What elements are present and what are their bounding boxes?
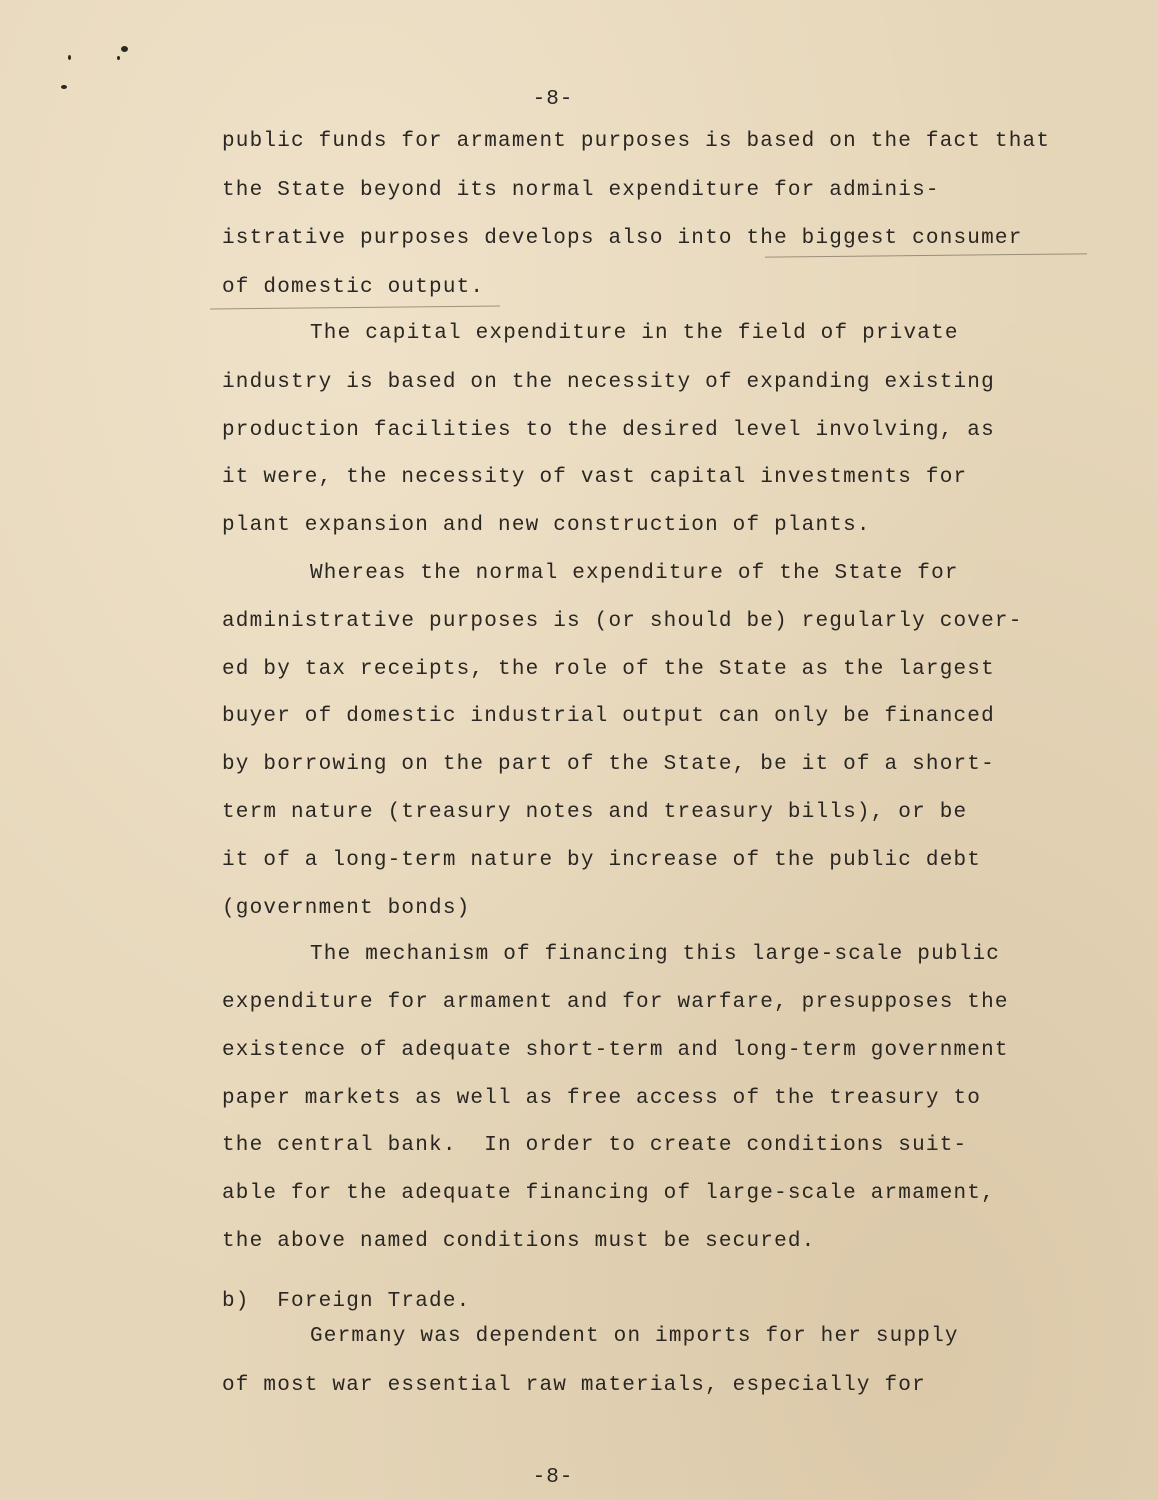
text-line: of most war essential raw materials, especially for xyxy=(222,1374,926,1397)
text-line: industry is based on the necessity of expanding existing xyxy=(222,371,995,394)
section-heading: b) Foreign Trade. xyxy=(222,1290,471,1313)
text-line: the above named conditions must be secured. xyxy=(222,1230,816,1253)
text-line: The capital expenditure in the field of private xyxy=(310,322,959,345)
text-line: Germany was dependent on imports for her supply xyxy=(310,1325,959,1348)
text-line: it of a long-term nature by increase of the public debt xyxy=(222,849,982,872)
pencil-underline xyxy=(765,253,1087,257)
ink-speck xyxy=(117,56,120,60)
text-line: term nature (treasury notes and treasury bills), or be xyxy=(222,801,968,824)
text-line: Whereas the normal expenditure of the State for xyxy=(310,562,959,585)
text-line: The mechanism of financing this large-scale public xyxy=(310,943,1001,966)
text-line: able for the adequate financing of large-scale armament, xyxy=(222,1182,995,1205)
text-line: by borrowing on the part of the State, be it of a short- xyxy=(222,753,995,776)
text-line: buyer of domestic industrial output can only be financed xyxy=(222,705,995,728)
text-line: ed by tax receipts, the role of the State as the largest xyxy=(222,658,995,681)
ink-speck xyxy=(68,55,71,60)
text-line: plant expansion and new construction of plants. xyxy=(222,514,871,537)
text-line: the central bank. In order to create conditions suit- xyxy=(222,1134,968,1157)
text-line: administrative purposes is (or should be) regularly cover- xyxy=(222,610,1023,633)
text-line: production facilities to the desired level involving, as xyxy=(222,419,995,442)
text-line: existence of adequate short-term and long-term government xyxy=(222,1039,1009,1062)
text-line: paper markets as well as free access of the treasury to xyxy=(222,1087,982,1110)
text-line: (government bonds) xyxy=(222,897,471,920)
page-number-top: -8- xyxy=(532,88,574,111)
ink-speck xyxy=(121,46,128,52)
pencil-underline xyxy=(210,305,500,309)
text-line: of domestic output. xyxy=(222,276,485,299)
text-line: istrative purposes develops also into the biggest consumer xyxy=(222,227,1023,250)
text-line: it were, the necessity of vast capital investments for xyxy=(222,466,968,489)
text-line: public funds for armament purposes is based on the fact that xyxy=(222,130,1051,153)
page-number-bottom: -8- xyxy=(532,1466,574,1489)
text-line: the State beyond its normal expenditure for adminis- xyxy=(222,179,940,202)
text-line: expenditure for armament and for warfare, presupposes the xyxy=(222,991,1009,1014)
